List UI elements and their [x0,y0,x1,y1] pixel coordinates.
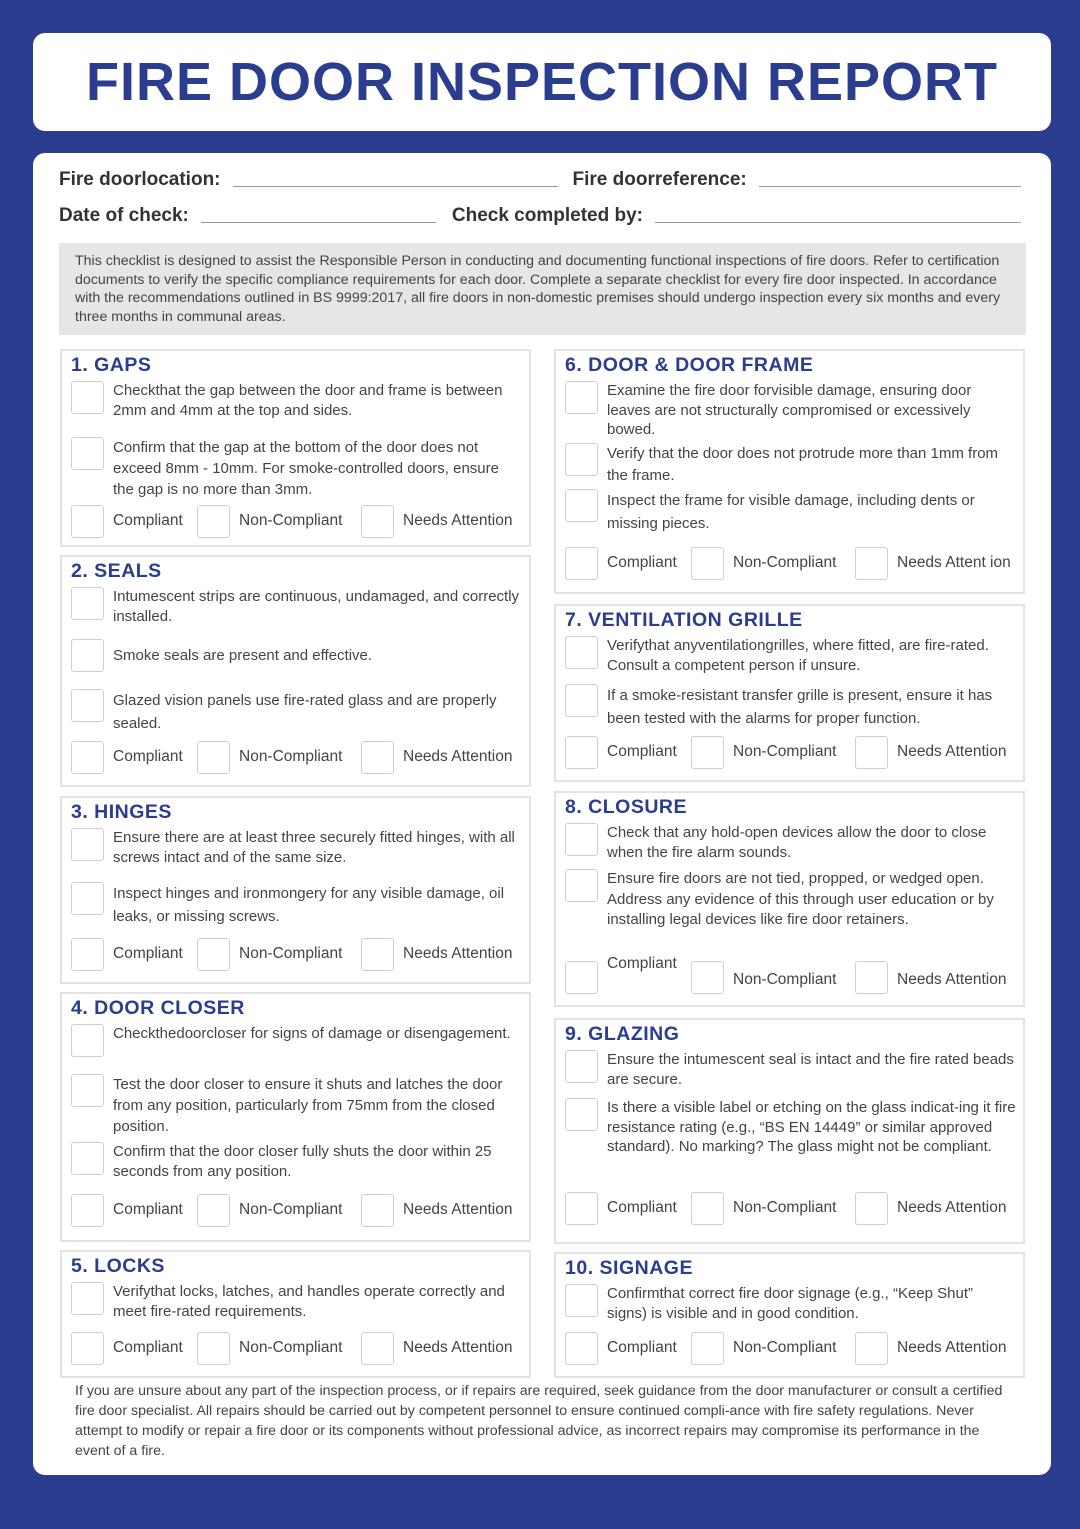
checklist-item [565,381,1017,440]
checklist-item [565,684,1017,730]
section-title: 7. VENTILATION GRILLE [565,609,803,631]
item-text: Test the door closer to ensure it shuts and latches the door from any position, particularly from 75mm from the closed position. [113,1076,503,1135]
checklist-item [565,489,1017,535]
needs-attention-label: Needs Attention [403,748,513,765]
completed-by-field[interactable] [655,222,1021,223]
completed-by-label: Check completed by: [451,205,643,226]
section-closure [554,791,1025,1007]
checklist-item [565,1050,1017,1089]
needs-attention-label: Needs Attent ion [897,554,1011,571]
needs-attention-label: Needs Attention [897,1199,1007,1216]
compliant-checkbox[interactable] [71,938,104,971]
compliant-checkbox[interactable] [71,505,104,538]
item-checkbox[interactable] [71,1024,104,1057]
report-body [33,153,1051,1475]
item-checkbox[interactable] [565,636,598,669]
non-compliant-label: Non-Compliant [239,748,343,765]
item-text: Confirm that the door closer fully shuts the door within 25 seconds from any position. [113,1143,492,1180]
needs-attention-checkbox[interactable] [361,1332,394,1365]
section-title: 4. DOOR CLOSER [71,997,245,1019]
item-text: Examine the fire door forvisible damage, ensuring door leaves are not structurally compromised or excessively bowed. [607,382,972,438]
non-compliant-checkbox[interactable] [197,505,230,538]
item-checkbox[interactable] [71,1142,104,1175]
needs-attention-checkbox[interactable] [361,741,394,774]
section-title: 2. SEALS [71,560,162,582]
non-compliant-checkbox[interactable] [691,961,724,994]
checklist-item [71,587,523,626]
item-checkbox[interactable] [565,684,598,717]
compliant-checkbox[interactable] [71,1332,104,1365]
item-checkbox[interactable] [71,437,104,470]
needs-attention-checkbox[interactable] [361,1194,394,1227]
needs-attention-checkbox[interactable] [855,1332,888,1365]
compliant-checkbox[interactable] [565,547,598,580]
section-locks [60,1250,531,1378]
item-checkbox[interactable] [565,1284,598,1317]
section-title: 8. CLOSURE [565,796,688,818]
item-text: Verifythat locks, latches, and handles operate correctly and meet fire-rated requirements. [113,1283,505,1320]
status-options [71,1194,523,1227]
status-options [71,741,523,774]
item-text: Ensure there are at least three securely fitted hinges, with all screws intact and of the same size. [113,829,515,866]
needs-attention-label: Needs Attention [897,743,1007,760]
status-options [565,736,1017,769]
checklist-item [71,1282,523,1321]
footer-note: If you are unsure about any part of the inspection process, or if repairs are required, seek guidance from the door manufacturer or consult a certified fire door specialist. All repairs should be carried out by competent personnel to ensure continued compli-ance with fire safety regulations. Never attempt to modify or repair a fire door or its components without professional advice, as incorrect repairs may compromise its performance in the event of a fire. [75,1383,1003,1459]
section-title: 3. HINGES [71,801,172,823]
page-title: FIRE DOOR INSPECTION REPORT [85,52,999,112]
date-field[interactable] [201,222,436,223]
needs-attention-label: Needs Attention [403,1201,513,1218]
needs-attention-checkbox[interactable] [361,938,394,971]
compliant-checkbox[interactable] [565,1332,598,1365]
checklist-item [565,823,1017,862]
item-text: Glazed vision panels use fire-rated glass and are properly sealed. [113,692,497,732]
item-checkbox[interactable] [565,869,598,902]
non-compliant-checkbox[interactable] [197,1332,230,1365]
section-hinges [60,796,531,984]
item-checkbox[interactable] [565,823,598,856]
needs-attention-label: Needs Attention [897,971,1007,988]
location-field[interactable] [233,186,558,187]
item-text: If a smoke-resistant transfer grille is present, ensure it has been tested with the alarms for proper function. [607,687,993,727]
item-text: Intumescent strips are continuous, undamaged, and correctly installed. [113,588,520,625]
compliant-label: Compliant [607,1339,677,1356]
item-checkbox[interactable] [71,639,104,672]
status-options [71,505,523,538]
needs-attention-checkbox[interactable] [855,736,888,769]
item-checkbox[interactable] [565,1050,598,1083]
compliant-checkbox[interactable] [565,961,598,994]
item-text: Ensure the intumescent seal is intact and the fire rated beads are secure. [607,1051,1014,1088]
item-text: Ensure fire doors are not tied, propped, or wedged open. Address any evidence of this through user education or by installing legal devices like fire door retainers. [607,870,994,928]
compliant-label: Compliant [607,1199,677,1216]
item-text: Confirm that the gap at the bottom of the door does not exceed 8mm - 10mm. For smoke-controlled doors, ensure the gap is no more than 3mm. [113,439,499,498]
needs-attention-checkbox[interactable] [855,547,888,580]
non-compliant-label: Non-Compliant [733,554,837,571]
date-label: Date of check: [59,205,189,226]
compliant-label: Compliant [113,1339,183,1356]
non-compliant-label: Non-Compliant [239,945,343,962]
checklist-item [565,443,1017,487]
item-checkbox[interactable] [71,1282,104,1315]
non-compliant-checkbox[interactable] [691,1332,724,1365]
checklist-item [565,1284,1017,1323]
item-checkbox[interactable] [71,587,104,620]
item-checkbox[interactable] [565,1098,598,1131]
non-compliant-checkbox[interactable] [691,1192,724,1225]
non-compliant-checkbox[interactable] [691,547,724,580]
reference-label: Fire doorreference: [572,169,747,190]
needs-attention-checkbox[interactable] [361,505,394,538]
non-compliant-label: Non-Compliant [239,1201,343,1218]
item-checkbox[interactable] [71,828,104,861]
reference-field[interactable] [759,186,1021,187]
item-text: Inspect the frame for visible damage, including dents or missing pieces. [607,492,975,532]
intro-text: This checklist is designed to assist the Responsible Person in conducting and documenting functional inspections of fire doors. Refer to certification documents to verify the specific compliance requirements for each door. Complete a separate checklist for every fire door inspected. In accordance with the recommendations outlined in BS 9999:2017, all fire doors in non-domestic premises should undergo inspection every six months and every three months in communal areas. [59,243,1026,335]
compliant-label: Compliant [607,554,677,571]
compliant-label: Compliant [113,945,183,962]
checklist-item [71,437,523,500]
item-text: Check that any hold-open devices allow the door to close when the fire alarm sounds. [607,824,987,861]
status-options [71,1332,523,1365]
item-text: Checkthedoorcloser for signs of damage or disengagement. [113,1025,511,1042]
needs-attention-label: Needs Attention [403,512,513,529]
section-glazing [554,1018,1025,1244]
non-compliant-label: Non-Compliant [733,1199,837,1216]
compliant-label: Compliant [607,743,677,760]
item-checkbox[interactable] [565,489,598,522]
compliant-label: Compliant [607,955,677,972]
non-compliant-checkbox[interactable] [197,1194,230,1227]
checklist-item [71,689,523,735]
checklist-item [565,869,1017,931]
section-title: 1. GAPS [71,354,152,376]
checklist-item [71,639,523,672]
non-compliant-label: Non-Compliant [733,743,837,760]
title-banner [33,33,1051,131]
compliant-checkbox[interactable] [565,1192,598,1225]
location-label: Fire doorlocation: [59,169,221,190]
item-text: Verifythat anyventilationgrilles, where fitted, are fire-rated. Consult a competent person if unsure. [607,637,989,674]
date-completed-row [59,199,1021,227]
item-text: Smoke seals are present and effective. [113,647,373,664]
checklist-item [71,381,523,420]
status-options [71,938,523,971]
checklist-item [71,882,523,928]
item-text: Is there a visible label or etching on the glass indicat-ing it fire resistance rating (e.g., “BS EN 14449” or similar approved standard). No marking? The glass might not be compliant. [607,1099,1016,1155]
section-gaps [60,349,531,547]
section-door-closer [60,992,531,1242]
non-compliant-checkbox[interactable] [691,736,724,769]
checklist-item [71,1024,523,1057]
checklist-item [565,636,1017,675]
item-checkbox[interactable] [71,1074,104,1107]
item-text: Confirmthat correct fire door signage (e.g., “Keep Shut” signs) is visible and in good condition. [607,1285,974,1322]
item-checkbox[interactable] [565,443,598,476]
item-checkbox[interactable] [71,882,104,915]
status-options [565,955,1017,994]
section-signage [554,1252,1025,1378]
section-title: 10. SIGNAGE [565,1257,693,1279]
needs-attention-checkbox[interactable] [855,1192,888,1225]
needs-attention-label: Needs Attention [403,1339,513,1356]
section-seals [60,555,531,787]
item-checkbox[interactable] [71,689,104,722]
needs-attention-checkbox[interactable] [855,961,888,994]
needs-attention-label: Needs Attention [897,1339,1007,1356]
section-title: 9. GLAZING [565,1023,680,1045]
compliant-label: Compliant [113,1201,183,1218]
section-title: 5. LOCKS [71,1255,165,1277]
non-compliant-label: Non-Compliant [239,512,343,529]
item-checkbox[interactable] [565,381,598,414]
needs-attention-label: Needs Attention [403,945,513,962]
status-options [565,547,1017,580]
checklist-item [71,1074,523,1137]
compliant-checkbox[interactable] [71,1194,104,1227]
compliant-label: Compliant [113,748,183,765]
checklist-item [565,1098,1017,1157]
non-compliant-label: Non-Compliant [239,1339,343,1356]
checklist-item [71,828,523,867]
non-compliant-checkbox[interactable] [197,938,230,971]
section-title: 6. DOOR & DOOR FRAME [565,354,814,376]
compliant-checkbox[interactable] [71,741,104,774]
compliant-checkbox[interactable] [565,736,598,769]
item-checkbox[interactable] [71,381,104,414]
status-options [565,1332,1017,1365]
compliant-label: Compliant [113,512,183,529]
non-compliant-checkbox[interactable] [197,741,230,774]
item-text: Inspect hinges and ironmongery for any visible damage, oil leaks, or missing screws. [113,885,505,925]
section-door-frame [554,349,1025,594]
status-options [565,1192,1017,1225]
non-compliant-label: Non-Compliant [733,1339,837,1356]
location-reference-row [59,163,1021,191]
checklist-item [71,1142,523,1181]
item-text: Verify that the door does not protrude more than 1mm from the frame. [607,445,999,484]
item-text: Checkthat the gap between the door and frame is between 2mm and 4mm at the top and sides. [113,382,503,419]
section-ventilation-grille [554,604,1025,782]
non-compliant-label: Non-Compliant [733,971,837,988]
